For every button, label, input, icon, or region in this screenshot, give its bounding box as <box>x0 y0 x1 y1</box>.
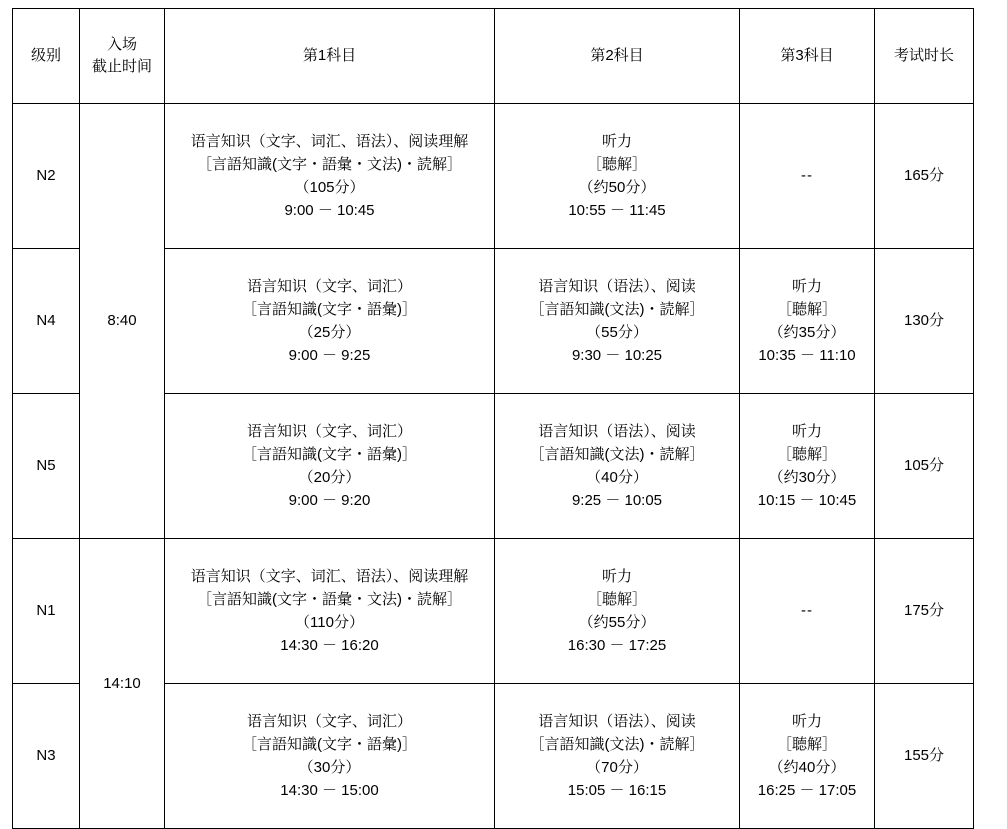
cell-entry-time-afternoon: 14:10 <box>80 539 165 829</box>
subject-line: 语言知识（文字、词汇） <box>246 712 412 730</box>
cell-duration: 130分 <box>875 249 974 394</box>
subject-line: （约50分） <box>578 179 656 196</box>
subject-line: （约30分） <box>768 469 846 486</box>
subject-line: ［言語知識(文字・語彙)］ <box>242 735 417 753</box>
subject-line: ［聴解］ <box>586 155 647 173</box>
subject-line: ［言語知識(文字・語彙・文法)・読解］ <box>197 590 462 608</box>
subject-line: （40分） <box>586 469 648 486</box>
header-subject-1: 第1科目 <box>165 9 495 104</box>
cell-subject-2 <box>495 394 740 539</box>
subject-line: 16:25 － 17:05 <box>757 782 857 800</box>
subject-line: 语言知识（文字、词汇） <box>246 277 412 295</box>
subject-line: 9:25 － 10:05 <box>571 492 663 510</box>
cell-subject-1 <box>165 249 495 394</box>
subject-line: ［聴解］ <box>776 445 837 463</box>
subject-line: 14:30 － 15:00 <box>280 782 379 800</box>
cell-subject-3 <box>740 394 875 539</box>
cell-duration: 175分 <box>875 539 974 684</box>
subject-line: （约55分） <box>578 614 656 631</box>
table-row <box>13 539 974 684</box>
subject-line: 9:00 － 9:25 <box>288 347 371 365</box>
subject-line: ［言語知識(文字・語彙)］ <box>242 445 417 463</box>
subject-line: 听力 <box>791 277 822 295</box>
subject-line: 10:15 － 10:45 <box>757 492 857 510</box>
subject-line: （25分） <box>298 324 361 341</box>
exam-schedule-table <box>12 8 974 829</box>
cell-level: N3 <box>13 684 80 829</box>
subject-line: 15:05 － 16:15 <box>567 782 667 800</box>
subject-line: ［言語知識(文法)・読解］ <box>529 300 705 318</box>
subject-line: （约35分） <box>768 324 846 341</box>
subject-line: ［聴解］ <box>776 300 837 318</box>
subject-line: （105分） <box>294 179 365 196</box>
subject-line: ［聴解］ <box>776 735 837 753</box>
header-row <box>13 9 974 104</box>
cell-level: N2 <box>13 104 80 249</box>
subject-line: 语言知识（文字、词汇） <box>246 422 412 440</box>
subject-line: （20分） <box>298 469 361 486</box>
header-entry-deadline-line1: 入场 <box>106 36 137 54</box>
subject-line: ［言語知識(文法)・読解］ <box>529 735 705 753</box>
header-subject-3: 第3科目 <box>740 9 875 104</box>
subject-line: （约40分） <box>768 759 846 776</box>
cell-duration: 105分 <box>875 394 974 539</box>
table-header <box>13 9 974 104</box>
subject-line: 语言知识（文字、词汇、语法）、阅读理解 <box>190 567 469 585</box>
subject-line: （110分） <box>295 614 364 631</box>
cell-subject-3 <box>740 684 875 829</box>
subject-line: 听力 <box>601 567 632 585</box>
subject-line: 语言知识（语法）、阅读 <box>538 422 696 440</box>
table-body <box>13 104 974 829</box>
header-subject-2: 第2科目 <box>495 9 740 104</box>
subject-line: ［言語知識(文法)・読解］ <box>529 445 705 463</box>
subject-line: （55分） <box>586 324 648 341</box>
subject-line: 听力 <box>791 712 822 730</box>
cell-duration: 165分 <box>875 104 974 249</box>
cell-subject-2 <box>495 249 740 394</box>
cell-level: N5 <box>13 394 80 539</box>
subject-line: ［聴解］ <box>586 590 647 608</box>
subject-line: 16:30 － 17:25 <box>567 637 667 655</box>
header-entry-deadline-line2: 截止时间 <box>91 58 152 75</box>
cell-entry-time-morning: 8:40 <box>80 104 165 539</box>
cell-subject-2 <box>495 539 740 684</box>
subject-line: 语言知识（语法）、阅读 <box>538 712 696 730</box>
subject-line: ［言語知識(文字・語彙)］ <box>242 300 417 318</box>
subject-line: 9:00 － 9:20 <box>288 492 371 510</box>
cell-subject-1 <box>165 539 495 684</box>
subject-line: 9:30 － 10:25 <box>571 347 663 365</box>
cell-level: N4 <box>13 249 80 394</box>
cell-subject-1 <box>165 684 495 829</box>
table-row <box>13 104 974 249</box>
header-entry-deadline <box>80 9 165 104</box>
subject-line: 语言知识（文字、词汇、语法）、阅读理解 <box>190 132 469 150</box>
subject-line: 听力 <box>791 422 822 440</box>
cell-subject-3: -- <box>740 539 875 684</box>
cell-subject-2 <box>495 104 740 249</box>
cell-subject-3: -- <box>740 104 875 249</box>
cell-subject-1 <box>165 104 495 249</box>
cell-duration: 155分 <box>875 684 974 829</box>
header-level: 级别 <box>13 9 80 104</box>
cell-subject-1 <box>165 394 495 539</box>
header-duration: 考试时长 <box>875 9 974 104</box>
subject-line: （70分） <box>586 759 648 776</box>
subject-line: 14:30 － 16:20 <box>280 637 379 655</box>
subject-line: 听力 <box>601 132 632 150</box>
subject-line: 10:35 － 11:10 <box>758 347 856 365</box>
subject-line: ［言語知識(文字・語彙・文法)・読解］ <box>197 155 462 173</box>
subject-line: 9:00 － 10:45 <box>284 202 375 220</box>
subject-line: （30分） <box>298 759 361 776</box>
page-root <box>0 8 1007 819</box>
cell-level: N1 <box>13 539 80 684</box>
subject-line: 10:55 － 11:45 <box>568 202 666 220</box>
cell-subject-3 <box>740 249 875 394</box>
cell-subject-2 <box>495 684 740 829</box>
subject-line: 语言知识（语法）、阅读 <box>538 277 696 295</box>
